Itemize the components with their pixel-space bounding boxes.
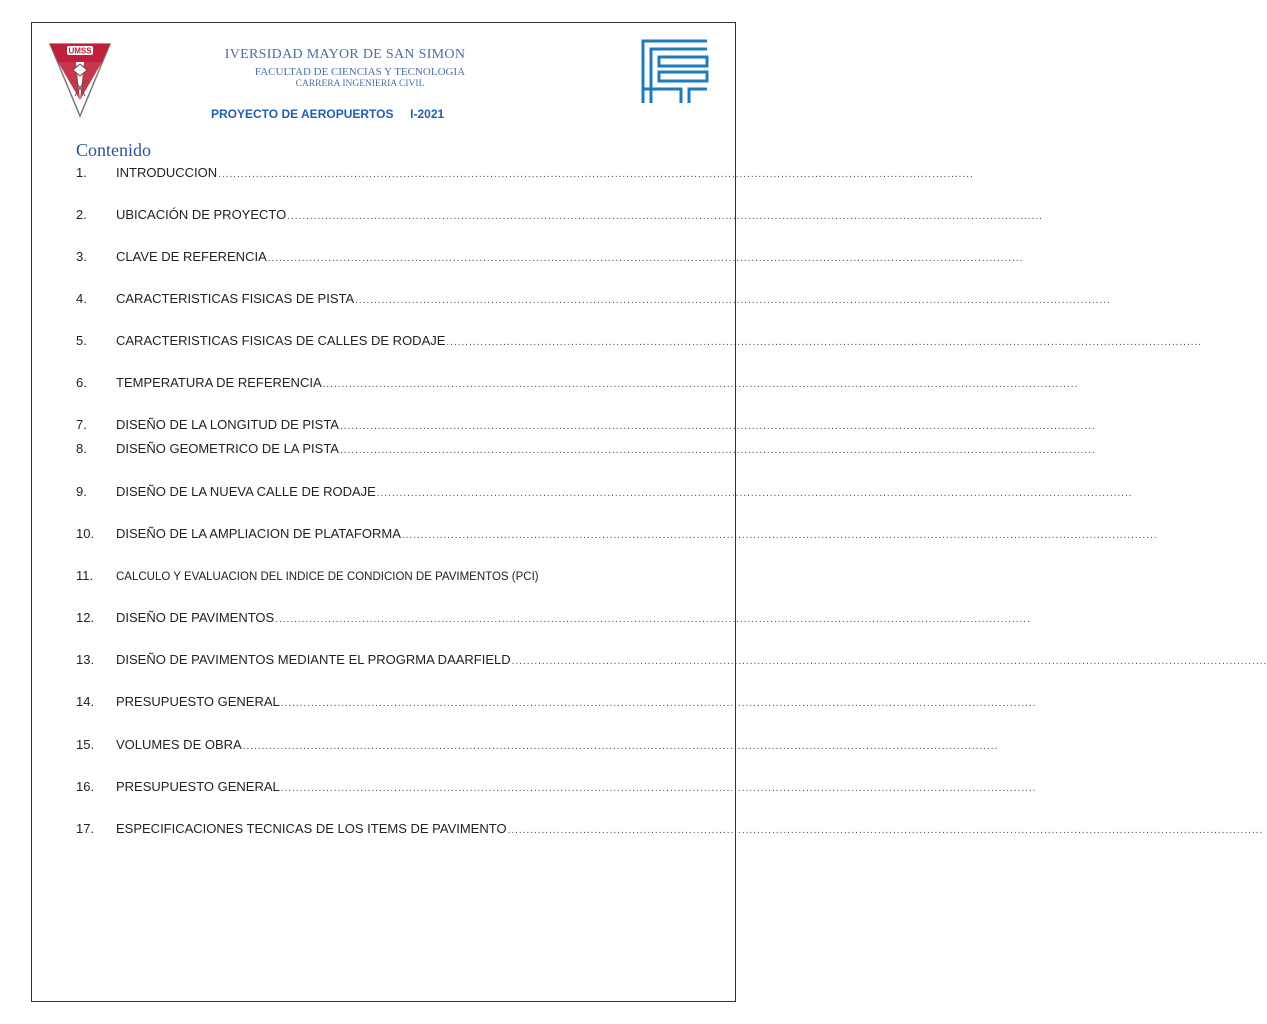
toc-item[interactable] xyxy=(76,652,1267,670)
toc-item-number: 5. xyxy=(76,333,87,348)
toc-item-title: DISEÑO DE PAVIMENTOS MEDIANTE EL PROGRMA DAARFIELD xyxy=(116,652,511,667)
project-title: PROYECTO DE AEROPUERTOS I-2021 xyxy=(211,107,445,121)
toc-leader-dots: ........................................................................................................................................................................................................ xyxy=(401,530,1158,541)
toc-item[interactable] xyxy=(76,610,1031,628)
toc-item-number: 11. xyxy=(76,568,94,583)
toc-leader-dots: ........................................................................................................................................................................................................ xyxy=(339,445,1096,456)
toc-leader-dots: ........................................................................................................................................................................................................ xyxy=(511,656,1267,667)
toc-item-number: 15. xyxy=(76,737,95,752)
toc-item[interactable] xyxy=(76,333,1203,351)
toc-item-number: 10. xyxy=(76,526,95,541)
toc-item[interactable] xyxy=(76,249,1024,267)
toc-leader-dots: ........................................................................................................................................................................................................ xyxy=(218,169,974,180)
toc-item-title: PRESUPUESTO GENERAL xyxy=(116,779,280,794)
toc-item-number: 3. xyxy=(76,249,87,264)
toc-item-title: ESPECIFICACIONES TECNICAS DE LOS ITEMS DE PAVIMENTO xyxy=(116,821,507,836)
university-title: IVERSIDAD MAYOR DE SAN SIMON xyxy=(224,47,466,62)
toc-item-number: 13. xyxy=(76,652,95,667)
toc-item[interactable] xyxy=(76,375,1079,393)
toc-item-title: CALCULO Y EVALUACION DEL INDICE DE CONDICION DE PAVIMENTOS (PCI) xyxy=(116,571,539,583)
toc-leader-dots: ........................................................................................................................................................................................................ xyxy=(376,488,1133,499)
toc-item-title: INTRODUCCION xyxy=(116,165,218,180)
toc-item[interactable] xyxy=(76,737,999,755)
toc-item-number: 6. xyxy=(76,375,87,390)
toc-leader-dots: ........................................................................................................................................................................................................ xyxy=(280,698,1037,709)
toc-item-title: DISEÑO DE LA AMPLIACION DE PLATAFORMA xyxy=(116,526,401,541)
toc-leader-dots: ........................................................................................................................................................................................................ xyxy=(322,379,1079,390)
umss-shield-logo xyxy=(49,40,111,118)
toc-item-title: CARACTERISTICAS FISICAS DE PISTA xyxy=(116,291,355,306)
toc-item[interactable] xyxy=(76,484,1133,502)
toc-item[interactable] xyxy=(76,441,1096,459)
fcyt-logo xyxy=(641,39,709,105)
toc-item[interactable] xyxy=(76,568,630,586)
toc-item[interactable] xyxy=(76,526,1158,544)
toc-leader-dots: ........................................................................................................................................................................................................ xyxy=(275,614,1031,625)
toc-item[interactable] xyxy=(76,694,1037,712)
toc-item-title: TEMPERATURA DE REFERENCIA xyxy=(116,375,322,390)
toc-item[interactable] xyxy=(76,417,1096,435)
toc-item-number: 1. xyxy=(76,165,87,180)
toc-item-number: 12. xyxy=(76,610,95,625)
toc-item-number: 14. xyxy=(76,694,95,709)
toc-heading: Contenido xyxy=(76,140,151,160)
toc-item[interactable] xyxy=(76,291,1111,309)
toc-item-title: CLAVE DE REFERENCIA xyxy=(116,249,267,264)
toc-item-title: DISEÑO DE PAVIMENTOS xyxy=(116,610,275,625)
toc-item-title: PRESUPUESTO GENERAL xyxy=(116,694,280,709)
toc-item[interactable] xyxy=(76,207,1043,225)
toc-leader-dots: ........................................................................................................................................................................................................ xyxy=(242,741,999,752)
toc-leader-dots: ........................................................................................................................................................................................................ xyxy=(287,211,1043,222)
toc-item-title: CARACTERISTICAS FISICAS DE CALLES DE RODAJE xyxy=(116,333,446,348)
toc-item-number: 2. xyxy=(76,207,87,222)
toc-leader-dots: ........................................................................................................................................................................................................ xyxy=(339,421,1096,432)
toc-item-number: 7. xyxy=(76,417,87,432)
toc-item-number: 17. xyxy=(76,821,95,836)
toc-item[interactable] xyxy=(76,821,1264,839)
toc-item-title: DISEÑO DE LA NUEVA CALLE DE RODAJE xyxy=(116,484,376,499)
toc-leader-dots: ........................................................................................................................................................................................................ xyxy=(446,337,1203,348)
toc-leader-dots: ........................................................................................................................................................................................................ xyxy=(355,295,1111,306)
career-name: CARRERA INGENIERIA CIVIL xyxy=(295,79,425,89)
toc-item-title: UBICACIÓN DE PROYECTO xyxy=(116,207,287,222)
toc-item[interactable] xyxy=(76,779,1037,797)
toc-item-number: 16. xyxy=(76,779,95,794)
faculty-name: FACULTAD DE CIENCIAS Y TECNOLOGIA xyxy=(254,66,466,78)
toc-item-number: 4. xyxy=(76,291,87,306)
toc-item-title: DISEÑO DE LA LONGITUD DE PISTA xyxy=(116,417,339,432)
toc-item-number: 8. xyxy=(76,441,87,456)
toc-leader-dots: ........................................................................................................................................................................................................ xyxy=(267,253,1024,264)
toc-leader-dots: ........................................................................................................................................................................................................ xyxy=(280,783,1037,794)
toc-item-title: DISEÑO GEOMETRICO DE LA PISTA xyxy=(116,441,339,456)
svg-text:UMSS: UMSS xyxy=(68,46,92,56)
toc-item[interactable] xyxy=(76,165,974,183)
toc-item-title: VOLUMES DE OBRA xyxy=(116,737,242,752)
toc-leader-dots: ........................................................................................................................................................................................................ xyxy=(507,825,1264,836)
toc-item-number: 9. xyxy=(76,484,87,499)
